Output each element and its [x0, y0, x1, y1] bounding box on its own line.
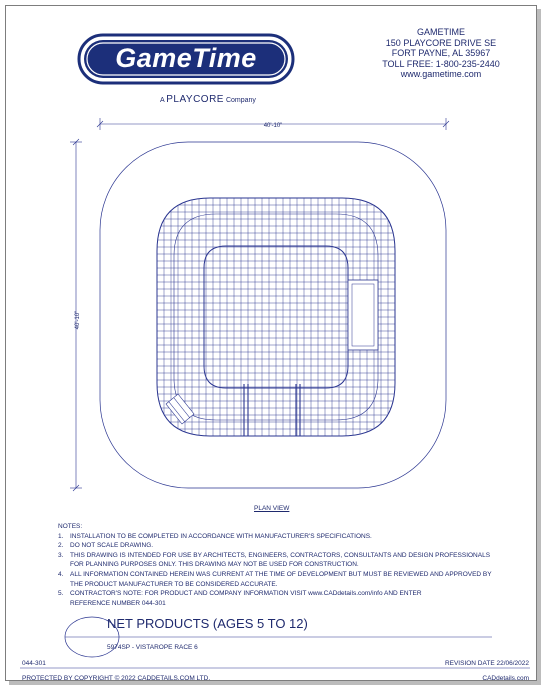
footer-site-link[interactable]: CADdetails.com [482, 675, 529, 682]
horizontal-dimension-label: 40'-10" [263, 123, 283, 129]
note-text: INSTALLATION TO BE COMPLETED IN ACCORDANCE WITH MANUFACTURER'S SPECIFICATIONS. [70, 532, 372, 540]
company-name: GAMETIME [416, 27, 465, 37]
plan-view-label: PLAN VIEW [254, 505, 290, 512]
notes-list [58, 532, 498, 609]
note-number [58, 560, 70, 570]
company-phone: TOLL FREE: 1-800-235-2440 [382, 58, 500, 69]
note-line [58, 551, 498, 561]
note-number [58, 599, 70, 609]
copyright-notice: PROTECTED BY COPYRIGHT © 2022 CADDETAILS.COM LTD. [22, 675, 211, 682]
note-text: DO NOT SCALE DRAWING. [70, 542, 154, 550]
note-text: THE PRODUCT MANUFACTURER TO BE CONSIDERED ACCURATE. [70, 580, 278, 588]
note-text: FOR PLANNING PURPOSES ONLY. THIS DRAWING MAY NOT BE USED FOR CONSTRUCTION. [70, 561, 359, 569]
vertical-dimension-label: 40'-10" [75, 310, 81, 330]
note-line [58, 589, 498, 599]
playcore-brand: PLAYCORE [166, 94, 224, 105]
note-number: 3. [58, 551, 64, 559]
company-address-2: FORT PAYNE, AL 35967 [391, 48, 491, 58]
note-number: 1. [58, 532, 64, 540]
note-text: CONTRACTOR'S NOTE: FOR PRODUCT AND COMPANY INFORMATION VISIT www.CADdetails.com/info AND ENTER [70, 590, 422, 598]
revision-date: REVISION DATE 22/06/2022 [444, 660, 529, 667]
tagline-suffix: Company [225, 97, 256, 104]
note-line [58, 570, 498, 580]
sheet-number: 044-301 [22, 660, 46, 667]
note-line [58, 532, 498, 542]
note-line [58, 560, 498, 570]
note-number: 5. [58, 590, 64, 598]
note-text: ALL INFORMATION CONTAINED HEREIN WAS CURRENT AT THE TIME OF DEVELOPMENT BUT MUST BE REVIEWED AND APPROVED BY [70, 570, 492, 578]
note-text: THIS DRAWING IS INTENDED FOR USE BY ARCHITECTS, ENGINEERS, CONTRACTORS, CONSULTANTS AND DESIGN PROFESSIONALS [70, 551, 491, 559]
note-text: REFERENCE NUMBER 044-301 [70, 599, 166, 607]
tagline-prefix: A [160, 97, 165, 104]
title-block-title: NET PRODUCTS (AGES 5 TO 12) [107, 616, 308, 631]
note-number: 2. [58, 542, 64, 550]
note-line [58, 541, 498, 551]
bottom-posts [244, 384, 300, 436]
corner-ladder [166, 394, 194, 424]
company-address-1: 150 PLAYCORE DRIVE SE [385, 37, 497, 48]
side-platform [348, 280, 378, 350]
note-line [58, 580, 498, 590]
note-number: 4. [58, 570, 64, 578]
company-website: www.gametime.com [400, 69, 482, 79]
logo-text: GameTime [115, 43, 257, 73]
product-code: 5974SP - VISTAROPE RACE 6 [107, 644, 198, 651]
notes-heading: NOTES: [58, 523, 83, 530]
note-number [58, 580, 70, 590]
note-line [58, 599, 498, 609]
notes-section [58, 522, 498, 608]
